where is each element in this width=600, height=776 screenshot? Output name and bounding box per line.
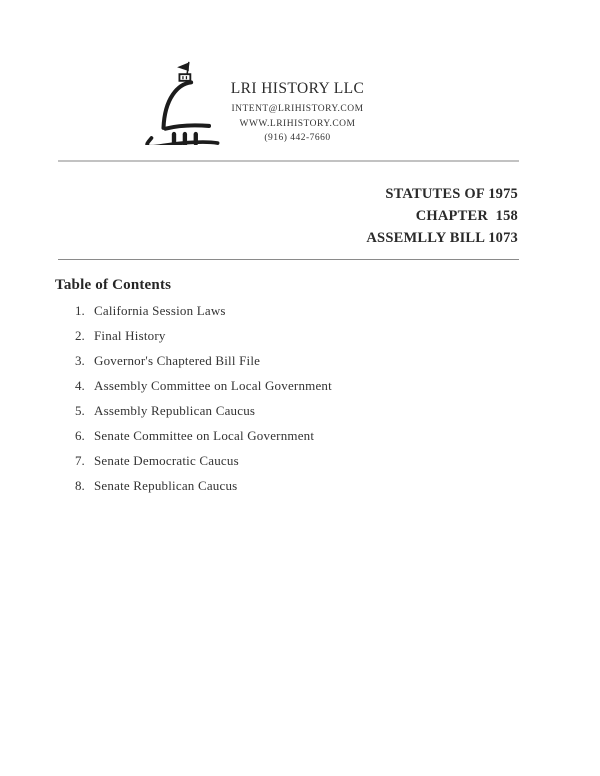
toc-item [75, 379, 332, 393]
company-phone: (916) 442-7660 [264, 133, 331, 143]
toc-item [75, 304, 332, 318]
toc-item-number: 2. [75, 328, 85, 343]
toc-item-number: 1. [75, 303, 85, 318]
company-name: LRI HISTORY LLC [230, 80, 365, 97]
chapter-line: CHAPTER 158 [415, 208, 518, 224]
company-email: INTENT@LRIHISTORY.COM [231, 104, 364, 114]
company-website: WWW.LRIHISTORY.COM [239, 118, 356, 129]
assembly-bill-line: ASSEMLLY BILL 1073 [366, 230, 518, 246]
toc-item [75, 454, 332, 468]
bill-reference-block [58, 183, 518, 249]
toc-item-label: Assembly Republican Caucus [94, 403, 256, 418]
toc-list [75, 304, 332, 504]
toc-item-label: Senate Republican Caucus [94, 478, 238, 493]
toc-item [75, 429, 332, 443]
toc-item-number: 8. [75, 478, 85, 493]
letterhead [180, 79, 415, 146]
toc-item-number: 5. [75, 403, 85, 418]
toc-item-number: 6. [75, 428, 85, 443]
toc-item [75, 354, 332, 368]
toc-item-number: 3. [75, 353, 85, 368]
toc-item-label: California Session Laws [94, 303, 226, 318]
toc-item-label: Governor's Chaptered Bill File [94, 353, 261, 368]
toc-item-label: Senate Committee on Local Government [94, 428, 315, 443]
statutes-line: STATUTES OF 1975 [385, 186, 518, 202]
toc-item-number: 4. [75, 378, 85, 393]
toc-heading: Table of Contents [55, 277, 172, 293]
toc-item-label: Assembly Committee on Local Government [94, 378, 332, 393]
horizontal-rule-top [58, 160, 519, 162]
toc-item-label: Final History [94, 328, 166, 343]
toc-item [75, 404, 332, 418]
toc-item-label: Senate Democratic Caucus [94, 453, 239, 468]
toc-item [75, 479, 332, 493]
toc-item-number: 7. [75, 453, 85, 468]
horizontal-rule-bottom [58, 259, 519, 260]
toc-item [75, 329, 332, 343]
